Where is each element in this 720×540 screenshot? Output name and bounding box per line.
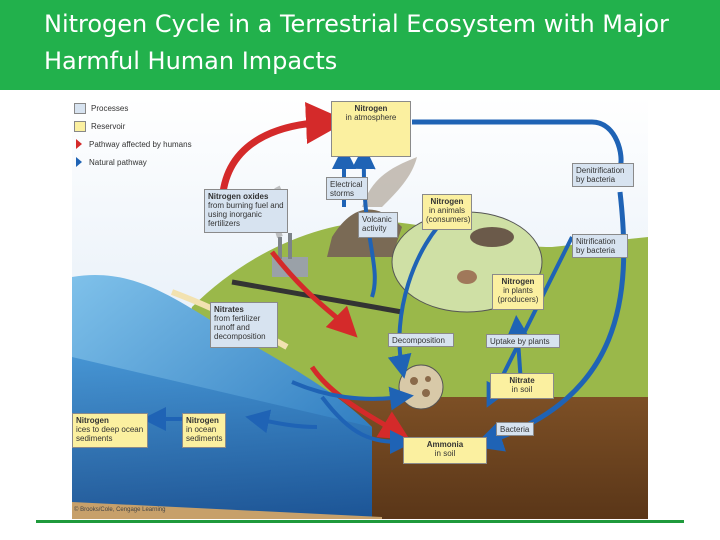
- reservoir-title: Nitrogen: [430, 197, 464, 206]
- reservoir-sub: in plants (producers): [497, 286, 539, 304]
- reservoir-title: Nitrogen: [354, 104, 388, 113]
- processes-swatch: [74, 103, 86, 114]
- bacterium: [425, 376, 431, 382]
- reservoir-title: Nitrogen: [186, 416, 219, 425]
- legend: [74, 99, 192, 171]
- process-sub: from burning fuel and using inorganic fertilizers: [208, 201, 284, 228]
- reservoir-animals: [422, 194, 472, 230]
- process-label: Volcanic activity: [362, 215, 392, 233]
- process-label: Bacteria: [500, 425, 530, 434]
- process-label: Decomposition: [392, 336, 445, 345]
- process-electrical-storms: [326, 177, 368, 200]
- reservoir-deep-sediments: [72, 413, 148, 448]
- bacterium: [422, 389, 430, 397]
- reservoir-title: Nitrate: [509, 376, 535, 385]
- slide-title: Nitrogen Cycle in a Terrestrial Ecosystem with Major Harmful Human Impacts: [44, 10, 669, 75]
- process-sub: from fertilizer runoff and decomposition: [214, 314, 266, 341]
- legend-human: [74, 135, 192, 153]
- red-triangle-icon: [76, 139, 82, 149]
- legend-processes-label: Processes: [91, 103, 129, 113]
- process-nitrates: [210, 302, 278, 348]
- title-bar: [0, 0, 720, 90]
- rabbit: [457, 270, 477, 284]
- process-nitrogen-oxides: [204, 189, 288, 233]
- legend-reservoir: [74, 117, 192, 135]
- process-title: Nitrogen oxides: [208, 192, 269, 201]
- process-title: Nitrates: [214, 305, 244, 314]
- reservoir-title: Ammonia: [426, 440, 464, 449]
- image-credit: © Brooks/Cole, Cengage Learning: [74, 507, 166, 513]
- reservoir-sub: in soil: [511, 385, 533, 394]
- process-uptake-by-plants: [486, 334, 560, 348]
- process-nitrification: [572, 234, 628, 258]
- chimney: [288, 233, 292, 259]
- process-denitrification: [572, 163, 634, 187]
- bottom-rule: [36, 520, 684, 523]
- process-label: Electrical storms: [330, 180, 363, 198]
- chimney: [278, 237, 282, 259]
- reservoir-plants: [492, 274, 544, 310]
- reservoir-title: Nitrogen: [501, 277, 535, 286]
- legend-natural-label: Natural pathway: [89, 157, 147, 167]
- reservoir-atmosphere: [331, 101, 411, 157]
- process-bacteria: [496, 422, 534, 436]
- process-decomposition: [388, 333, 454, 347]
- legend-reservoir-label: Reservoir: [91, 121, 126, 131]
- legend-processes: [74, 99, 192, 117]
- process-label: Uptake by plants: [490, 337, 550, 346]
- reservoir-ammonia: [403, 437, 487, 464]
- reservoir-nitrate: [490, 373, 554, 399]
- nitrogen-cycle-figure: [72, 97, 648, 519]
- legend-human-label: Pathway affected by humans: [89, 139, 192, 149]
- process-label: Denitrification by bacteria: [576, 166, 625, 184]
- reservoir-swatch: [74, 121, 86, 132]
- process-label: Nitrification by bacteria: [576, 237, 616, 255]
- fox: [470, 227, 514, 247]
- reservoir-ocean-sediments: [182, 413, 226, 448]
- process-volcanic-activity: [358, 212, 398, 238]
- reservoir-sub: in animals (consumers): [426, 206, 471, 224]
- bacteria-scene: [399, 365, 443, 409]
- reservoir-title: Nitrogen: [76, 416, 109, 425]
- reservoir-sub: in atmosphere: [345, 113, 397, 122]
- reservoir-sub: in ocean sediments: [186, 425, 223, 443]
- blue-triangle-icon: [76, 157, 82, 167]
- legend-natural: [74, 153, 192, 171]
- reservoir-sub: in soil: [434, 449, 456, 458]
- reservoir-sub: ices to deep ocean sediments: [76, 425, 144, 443]
- bacterium: [410, 377, 418, 385]
